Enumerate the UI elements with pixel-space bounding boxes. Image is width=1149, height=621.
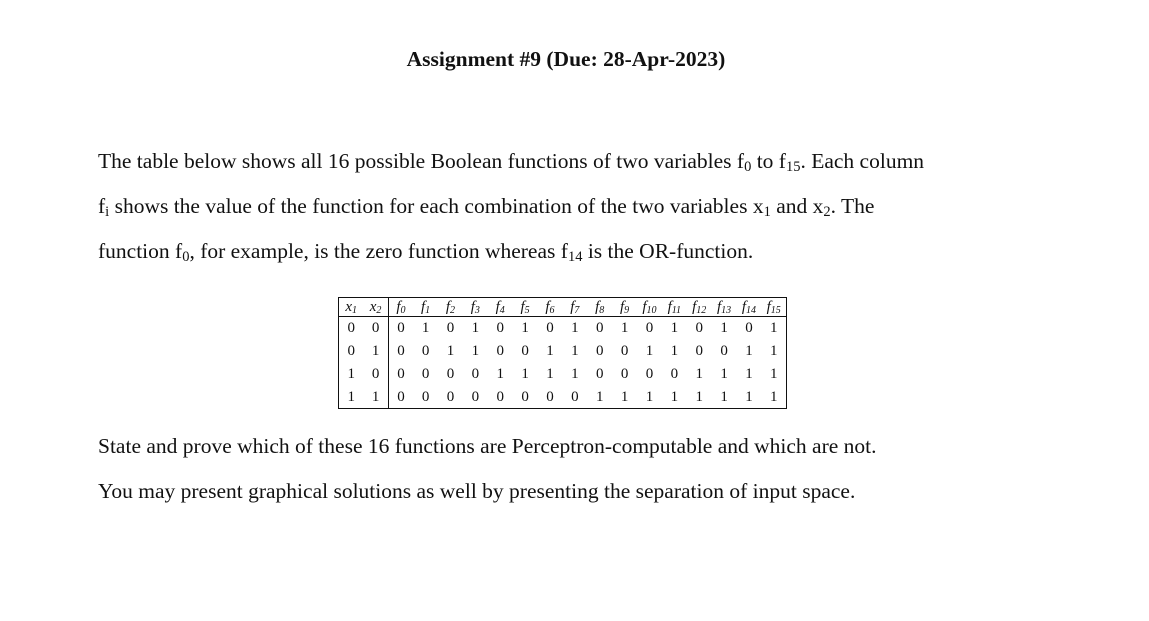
table-cell: 1 [645,343,654,360]
table-cell: 1 [670,320,679,337]
header-f8 [587,298,612,317]
header-base: f [692,299,697,315]
header-f2 [438,298,463,317]
table-cell: 0 [521,343,529,360]
table-cell: 0 [620,365,629,382]
header-subscript: 7 [574,305,580,316]
intro-text: to f [751,149,786,173]
header-f0 [388,298,413,317]
header-base: f [545,299,550,315]
header-base: f [470,299,475,315]
table-cell: 1 [720,388,728,405]
table-row [339,362,787,385]
intro-text: is the OR-function. [582,239,754,263]
header-base: x [369,299,377,315]
header-f13 [712,298,737,317]
table-cell: 1 [521,365,529,382]
table-cell: 1 [347,388,355,405]
header-f3 [463,298,488,317]
table-cell: 1 [421,320,430,337]
table-cell: 1 [347,365,355,382]
header-base: f [667,299,672,315]
table-cell: 1 [720,365,728,382]
header-subscript: 8 [599,305,605,316]
header-base: f [445,299,451,315]
table-cell: 0 [496,388,504,405]
header-f10 [637,298,662,317]
header-subscript: 5 [524,305,530,316]
header-subscript: 11 [671,305,682,316]
header-base: x [345,299,353,315]
table-row [339,340,787,363]
table-cell: 0 [546,320,554,337]
table-cell: 1 [496,365,504,382]
header-subscript: 1 [352,305,358,316]
header-base: f [766,299,771,315]
header-subscript: 14 [746,305,757,316]
header-f15 [761,298,786,317]
subscript: i [105,204,110,220]
header-f4 [488,298,513,317]
header-subscript: 10 [646,305,657,316]
table-cell: 1 [769,320,778,337]
header-f7 [562,298,587,317]
header-subscript: 0 [400,305,406,316]
intro-text: and x [770,194,824,218]
assignment-title: Assignment #9 (Due: 28-Apr-2023) [406,47,726,71]
table-cell: 0 [397,388,405,405]
table-cell: 1 [363,340,388,363]
table-cell: 0 [595,365,604,382]
boolean-functions-table [338,297,787,409]
table-cell: 0 [496,343,504,360]
header-base: f [420,299,426,315]
task-line-1: State and prove which of these 16 functions are Perceptron-computable and which are not. [98,434,877,458]
intro-paragraph [98,146,1098,281]
header-f5 [513,298,538,317]
header-f6 [538,298,563,317]
intro-text: function f [98,239,183,263]
header-subscript: 1 [425,305,431,316]
intro-text: shows the value of the function for each combination of the two variables x [109,194,764,218]
table-cell: 0 [397,365,405,382]
table-cell: 1 [745,343,753,360]
header-base: f [716,299,722,315]
table-cell: 1 [446,343,455,360]
table-cell: 1 [620,388,629,405]
intro-line-1 [98,146,1098,191]
subscript: 0 [182,249,190,265]
table-cell: 1 [670,388,679,405]
header-x1 [339,298,364,317]
table-cell: 0 [446,365,455,382]
header-f12 [687,298,712,317]
table-cell: 0 [397,343,405,360]
table-cell: 0 [645,320,654,337]
subscript: 2 [823,204,831,220]
table-cell: 0 [421,365,430,382]
table-cell: 1 [695,388,703,405]
header-base: f [642,299,647,315]
table-cell: 0 [363,362,388,385]
header-base: f [595,299,600,315]
table-cell: 1 [363,385,388,408]
subscript: 14 [567,249,583,265]
header-base: f [619,299,625,315]
header-subscript: 4 [499,305,505,316]
header-subscript: 13 [721,305,732,316]
intro-line-3 [98,236,1098,281]
table-cell: 1 [620,320,629,337]
header-base: f [570,299,575,315]
intro-line-2 [98,191,1098,236]
table-cell: 0 [695,343,703,360]
table-cell: 0 [421,343,430,360]
table-cell: 1 [670,343,679,360]
subscript: 15 [785,159,801,175]
intro-text: The table below shows all 16 possible Boolean functions of two variables f [98,149,745,173]
table-cell: 1 [695,365,703,382]
table-cell: 1 [521,320,529,337]
table-cell: 1 [571,320,579,337]
table-cell: 1 [745,365,753,382]
header-f11 [662,298,687,317]
intro-text: . Each column [800,149,925,173]
table-cell: 1 [595,388,604,405]
table-cell: 1 [645,388,654,405]
header-subscript: 9 [624,305,630,316]
header-subscript: 12 [696,305,707,316]
task-paragraph [98,431,1098,521]
table-cell: 0 [620,343,629,360]
header-f9 [612,298,637,317]
table-cell: 0 [670,365,679,382]
table-cell: 1 [571,343,579,360]
table-row [339,317,787,340]
table-cell: 1 [471,320,480,337]
subscript: 1 [763,204,771,220]
header-base: f [396,299,401,315]
intro-text: . The [830,194,875,218]
table-header-row [339,298,787,317]
table-cell: 1 [720,320,728,337]
header-base: f [495,299,500,315]
task-line-2: You may present graphical solutions as well by presenting the separation of input space. [98,479,856,503]
table-cell: 0 [720,343,728,360]
table-cell: 0 [546,388,554,405]
table-cell: 0 [446,320,455,337]
table-cell: 1 [546,365,554,382]
header-subscript: 15 [770,305,781,316]
table-cell: 0 [571,388,579,405]
table-cell: 1 [546,343,554,360]
table-cell: 0 [347,343,355,360]
header-base: f [741,299,747,315]
table-cell: 0 [471,388,480,405]
table-cell: 0 [595,320,604,337]
header-subscript: 3 [474,305,480,316]
table-cell: 0 [363,317,388,340]
table-cell: 0 [421,388,430,405]
intro-text: , for example, is the zero function whereas f [189,239,568,263]
header-x2 [363,298,388,317]
table-cell: 0 [496,320,504,337]
table-cell: 0 [595,343,604,360]
header-subscript: 2 [376,305,382,316]
table-cell: 0 [471,365,480,382]
header-f14 [737,298,762,317]
table-cell: 1 [769,365,778,382]
table-cell: 1 [769,343,778,360]
subscript: 0 [744,159,752,175]
table-cell: 0 [745,320,753,337]
table-cell: 1 [745,388,753,405]
table-cell: 0 [347,320,355,337]
table-cell: 1 [471,343,480,360]
header-base: f [520,299,525,315]
table-cell: 0 [695,320,703,337]
header-subscript: 2 [450,305,456,316]
table-cell: 0 [446,388,455,405]
table-cell: 1 [769,388,778,405]
intro-text: f [98,194,106,218]
table-cell: 0 [645,365,654,382]
table-row [339,385,787,408]
header-f1 [413,298,438,317]
header-subscript: 6 [549,305,555,316]
table-cell: 1 [571,365,579,382]
table-cell: 0 [397,320,405,337]
table-cell: 0 [521,388,529,405]
